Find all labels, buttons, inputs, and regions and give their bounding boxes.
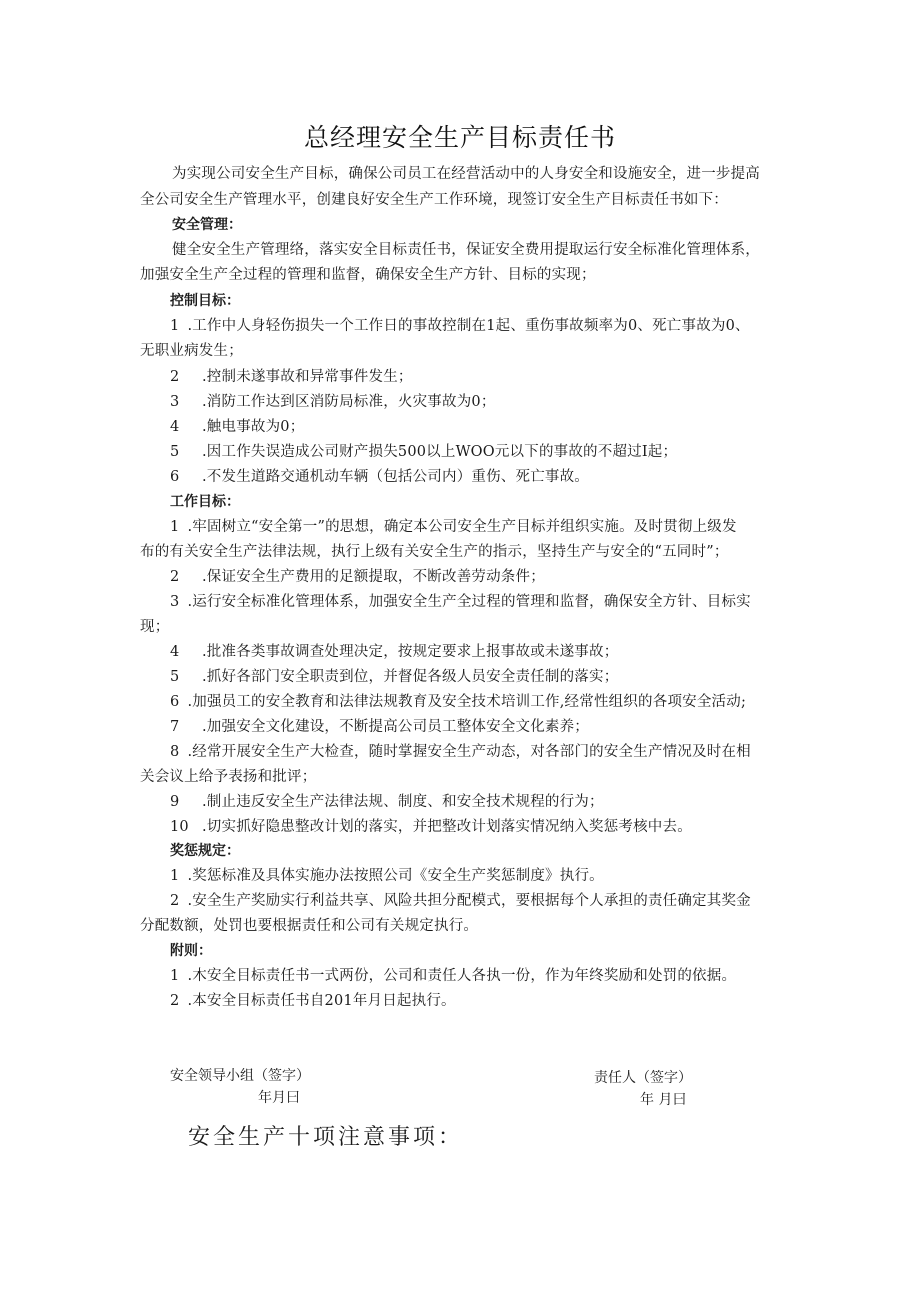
item-text: .制止违反安全生产法律法规、制度、和安全技术规程的行为； [202,794,604,810]
item-number: 2 [170,569,180,585]
item-text: .运行安全标准化管理体系，加强安全生产全过程的管理和监督，确保安全方针、目标实 [187,594,751,610]
list-item [170,316,750,336]
list-item [170,667,618,687]
list-item [170,891,751,911]
item-text: .切实抓好隐患整改计划的落实，并把整改计划落实情况纳入奖惩考核中去。 [202,819,692,835]
item-text: .加强安全文化建设，不断提高公司员工整体安全文化素养； [202,719,590,735]
item-number: 2 [170,893,180,909]
item-continuation: 无职业病发生； [140,343,243,359]
list-item [170,442,677,462]
list-item [170,866,604,886]
item-text: .因工作失误造成公司财产损失500以上WOO元以下的事故的不超过I起； [202,444,678,460]
notice-title: 安全生产十项注意事项： [188,1125,464,1150]
item-continuation: 现； [140,619,170,635]
item-text: .经常开展安全生产大检查，随时掌握安全生产动态，对各部门的安全生产情况及时在相 [187,744,751,760]
list-item [170,991,456,1011]
list-item [170,742,751,762]
document-title: 总经理安全生产目标责任书 [303,123,616,152]
item-number: 3 [170,394,180,410]
list-item [170,717,589,737]
item-number: 4 [170,419,180,435]
section-heading-control-targets: 控制目标： [170,293,240,309]
list-item [170,392,496,412]
list-item [170,642,618,662]
item-number: 10 [170,819,189,835]
section-heading-work-targets: 工作目标： [170,494,240,510]
item-text: .牢固树立“安全第一”的思想，确定本公司安全生产目标并组织实施。及时贯彻上级发 [187,519,737,535]
item-text: .不发生道路交通机动车辆（包括公司内）重伤、死亡事故。 [202,469,590,485]
list-item [170,817,692,837]
item-continuation: 分配数额，处罚也要根据责任和公司有关规定执行。 [140,918,479,934]
section-heading-rewards: 奖惩规定： [170,843,240,859]
list-item [170,792,604,812]
item-text: .批准各类事故调查处理决定，按规定要求上报事故或未遂事故； [202,644,619,660]
item-number: 1 [170,519,180,535]
paragraph-line: 加强安全生产全过程的管理和监督，确保安全生产方针、目标的实现； [140,267,596,283]
list-item [170,367,413,387]
item-number: 7 [170,719,180,735]
section-heading-safety-management: 安全管理： [172,217,242,233]
item-number: 1 [170,868,180,884]
item-text: .保证安全生产费用的足额提取，不断改善劳动条件； [202,569,545,585]
item-text: .工作中人身轻伤损失一个工作日的事故控制在1起、重伤事故频率为0、死亡事故为0、 [187,318,750,334]
list-item [170,592,751,612]
item-number: 2 [170,993,180,1009]
signature-date-right: 年 月曰 [640,1092,687,1108]
item-text: .木安全目标责任书一式两份，公司和责任人各执一份，作为年终奖励和处罚的依据。 [187,968,737,984]
item-text: .本安全目标责任书自201年月日起执行。 [187,993,456,1009]
list-item [170,692,746,712]
item-text: .加强员工的安全教育和法律法规教育及安全技术培训工作,经常性组织的各项安全活动; [187,694,747,710]
item-text: .控制未遂事故和异常事件发生； [202,369,413,385]
item-text: .奖惩标准及具体实施办法按照公司《安全生产奖惩制度》执行。 [187,868,604,884]
item-text: .抓好各部门安全职责到位，并督促各级人员安全责任制的落实； [202,669,619,685]
intro-line: 全公司安全生产管理水平，创建良好安全生产工作环境，现签订安全生产目标责任书如下： [140,192,728,208]
signature-label-right: 责任人（签字） [594,1070,692,1086]
item-number: 9 [170,794,180,810]
signature-label-left: 安全领导小组（签字） [170,1068,310,1084]
item-text: .消防工作达到区消防局标准，火灾事故为0； [202,394,496,410]
paragraph-line: 健全安全生产管理络，落实安全目标责任书，保证安全费用提取运行安全标准化管理体系， [172,242,760,258]
item-continuation: 布的有关安全生产法律法规，执行上级有关安全生产的指示，坚持生产与安全的“五同时”； [140,544,729,560]
item-number: 2 [170,369,180,385]
list-item [170,966,736,986]
item-text: .安全生产奖励实行利益共享、风险共担分配模式，要根据每个人承担的责任确定其奖金 [187,893,751,909]
list-item [170,467,589,487]
item-text: .触电事故为0； [202,419,305,435]
intro-line: 为实现公司安全生产目标，确保公司员工在经营活动中的人身安全和设施安全，进一步提高 [172,166,760,182]
item-number: 1 [170,318,180,334]
item-number: 4 [170,644,180,660]
item-number: 6 [170,469,180,485]
list-item [170,567,545,587]
list-item [170,517,737,537]
item-number: 3 [170,594,180,610]
section-heading-appendix: 附则： [170,943,212,959]
item-number: 1 [170,968,180,984]
item-number: 8 [170,744,180,760]
signature-date-left: 年月曰 [258,1090,300,1106]
item-number: 5 [170,444,180,460]
item-continuation: 关会议上给予表扬和批评； [140,769,317,785]
list-item [170,417,304,437]
item-number: 6 [170,694,180,710]
item-number: 5 [170,669,180,685]
